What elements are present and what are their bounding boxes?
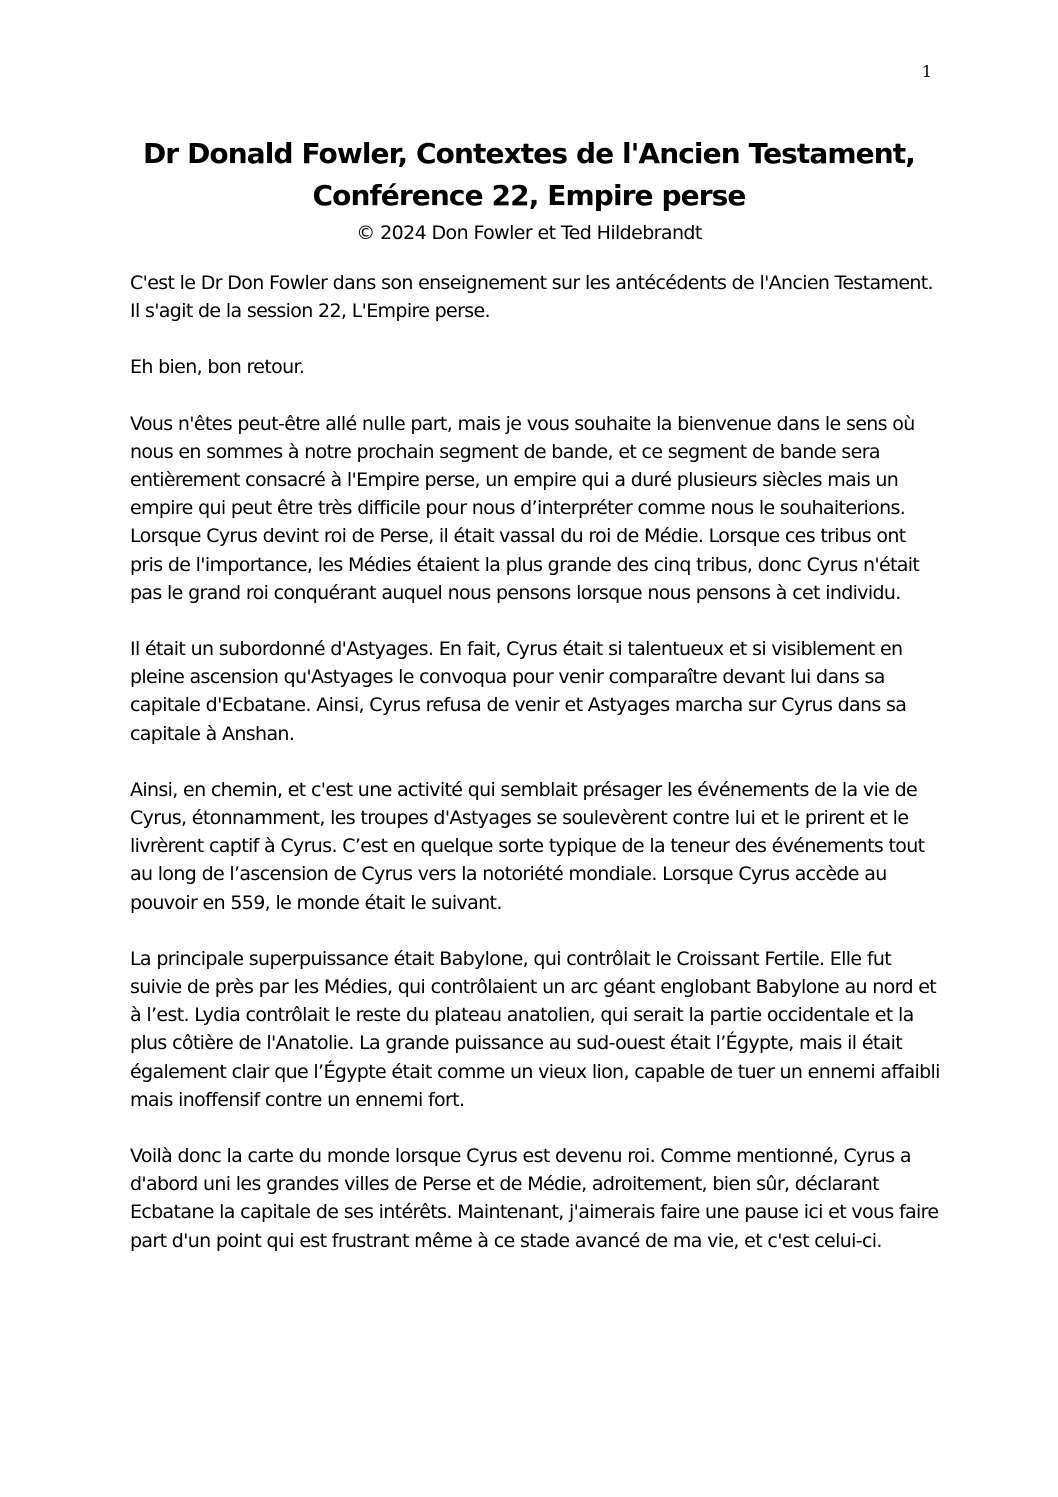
paragraph: Vous n'êtes peut-être allé nulle part, mais je vous souhaite la bienvenue dans le sens où nous en sommes à notre prochain segment de bande, et ce segment de bande sera entièrement consacré à l'Empire perse, un empire qui a duré plusieurs siècles mais un empire qui peut être très difficile pour nous d’interpréter comme nous le souhaiterions. Lorsque Cyrus devint roi de Perse, il était vassal du roi de Médie. Lorsque ces tribus ont pris de l'importance, les Médies étaient la plus grande des cinq tribus, donc Cyrus n'était pas le grand roi conquérant auquel nous pensons lorsque nous pensons à cet individu. [130,412,920,604]
title-line-2: Conférence 22, Empire perse [312,179,746,212]
paragraph: Ainsi, en chemin, et c'est une activité qui semblait présager les événements de la vie de Cyrus, étonnamment, les troupes d'Astyages se soulevèrent contre lui et le prirent et le livrèrent captif à Cyrus. C’est en quelque sorte typique de la teneur des événements tout au long de l’ascension de Cyrus vers la notoriété mondiale. Lorsque Cyrus accède au pouvoir en 559, le monde était le suivant. [130,778,925,914]
paragraph: Il était un subordonné d'Astyages. En fait, Cyrus était si talentueux et si visiblement en pleine ascension qu'Astyages le convoqua pour venir comparaître devant lui dans sa capitale d'Ecbatane. Ainsi, Cyrus refusa de venir et Astyages marcha sur Cyrus dans sa capitale à Anshan. [130,638,907,745]
paragraph: Voilà donc la carte du monde lorsque Cyrus est devenu roi. Comme mentionné, Cyrus a d'abord uni les grandes villes de Perse et de Médie, adroitement, bien sûr, déclarant Ecbatane la capitale de ses intérêts. Maintenant, j'aimerais faire une pause ici et vous faire part d'un point qui est frustrant même à ce stade avancé de ma vie, et c'est celui-ci. [130,1145,939,1252]
body-text [130,269,940,1283]
paragraph: Eh bien, bon retour. [130,356,305,379]
title-line-1: Dr Donald Fowler, Contextes de l'Ancien Testament, [142,137,916,170]
paragraph: C'est le Dr Don Fowler dans son enseignement sur les antécédents de l'Ancien Testament. Il s'agit de la session 22, L'Empire perse. [130,272,933,323]
paragraph: La principale superpuissance était Babylone, qui contrôlait le Croissant Fertile. Elle fut suivie de près par les Médies, qui contrôlaient un arc géant englobant Babylone au nord et à l’est. Lydia contrôlait le reste du plateau anatolien, qui serait la partie occidentale et la plus côtière de l'Anatolie. La grande puissance au sud-ouest était l’Égypte, mais il était également clair que l’Égypte était comme un vieux lion, capable de tuer un ennemi affaibli mais inoffensif contre un ennemi fort. [130,947,940,1111]
copyright-notice: © 2024 Don Fowler et Ted Hildebrandt [356,222,702,244]
page-number: 1 [921,62,932,81]
